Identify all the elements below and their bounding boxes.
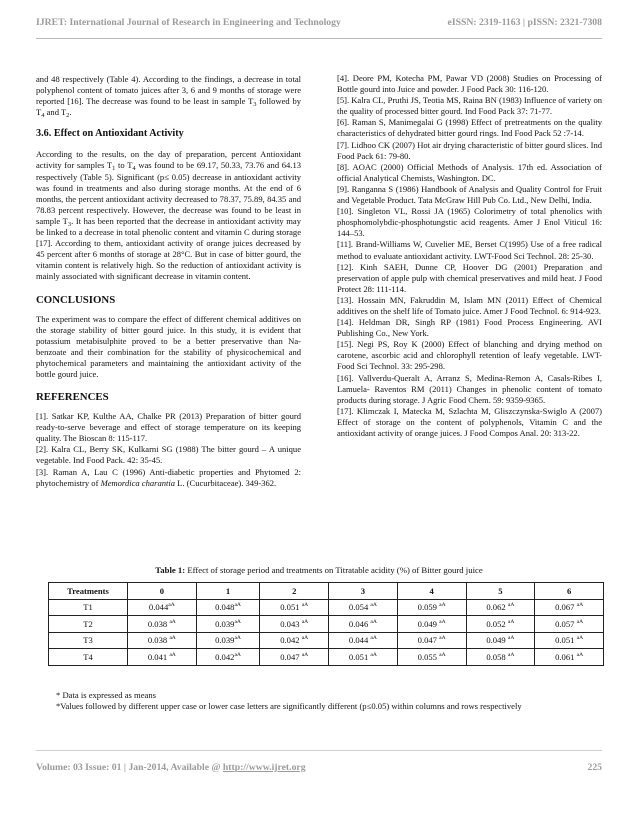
table-cell	[128, 632, 197, 649]
cell-value: 0.057	[555, 618, 577, 629]
table-row	[49, 599, 604, 616]
cell-value: 0.051	[555, 635, 577, 646]
reference-8: [8]. AOAC (2000) Official Methods of Analysis. 17th ed. Association of official Analytical Chemists, Washington. DC.	[337, 161, 602, 183]
table-note-1: * Data is expressed as means	[56, 690, 156, 700]
section-3-6-paragraph	[36, 149, 301, 282]
intro-paragraph	[36, 74, 301, 118]
table-cell	[128, 649, 197, 666]
reference-15: [15]. Negi PS, Roy K (2000) Effect of blanching and drying method on carotene, ascorbic acid and chlorophyll retention of leafy vegetable. LWT- Food Sci Technol. 33: 295-298.	[337, 339, 602, 372]
ref3-text-b: L. (Cucurbitaceae). 349-362.	[175, 477, 277, 488]
table-cell	[466, 632, 535, 649]
table-header-cell: 1	[196, 583, 260, 600]
journal-name: IJRET: International Journal of Research in Engineering and Technology	[36, 17, 341, 28]
cell-superscript: aA	[370, 602, 377, 609]
references-heading: REFERENCES	[36, 391, 109, 404]
cell-superscript: aA	[507, 635, 515, 642]
table-cell	[397, 616, 466, 633]
reference-14: [14]. Heldman DR, Singh RP (1981) Food Process Engineering. AVI Publishing Co., New York.	[337, 317, 602, 339]
cell-superscript: aA	[234, 635, 241, 642]
table-cell	[329, 649, 398, 666]
table-cell	[260, 599, 329, 616]
cell-value: 0.038	[147, 618, 170, 629]
table-row	[49, 649, 604, 666]
intro-sub-c: 2	[66, 112, 70, 120]
table-cell	[397, 649, 466, 666]
cell-value: 0.041	[147, 651, 170, 662]
table-header-cell: 6	[535, 583, 604, 600]
reference-1: [1]. Satkar KP, Kulthe AA, Chalke PR (2013) Preparation of bitter gourd ready-to-serve beverage and effect of storage temperature on its keeping quality. The Bioscan 8: 115-117.	[36, 411, 301, 444]
cell-value: 0.051	[348, 651, 371, 662]
cell-superscript: aA	[169, 651, 176, 658]
cell-value: 0.052	[486, 618, 508, 629]
cell-value: 0.062	[486, 602, 508, 613]
cell-superscript: aA	[301, 651, 309, 658]
cell-superscript: aA	[439, 635, 446, 642]
cell-value: 0.044	[348, 635, 371, 646]
cell-superscript: aA	[168, 602, 175, 609]
footer-prefix: Volume: 03 Issue: 01 | Jan-2014, Available @	[36, 762, 223, 773]
cell-superscript: aA	[576, 651, 584, 658]
cell-superscript: aA	[169, 618, 176, 625]
intro-text-b: followed by T	[36, 96, 301, 118]
cell-value: 0.046	[348, 618, 371, 629]
s36-sub-a: 1	[112, 165, 116, 173]
s36-text-d: . It has been reported that the decrease in antioxidant activity may be linked to a decrease in total phenolic content and vitamin C during storage [17]. According to them, antioxidant activity of orange juices decreased by 45 percent after 6 months of storage at 28°C. But in case of bitter gourd, the vitamin content is relatively high. So the reduction of antioxidant activity is mainly associated with significant decrease in vitamin content.	[36, 215, 301, 282]
footer-volume-info	[36, 762, 306, 773]
table-cell	[329, 632, 398, 649]
cell-superscript: aA	[439, 602, 446, 609]
table-cell	[260, 649, 329, 666]
cell-superscript: aA	[439, 618, 446, 625]
intro-text-d: .	[69, 107, 72, 118]
cell-value: 0.047	[280, 651, 302, 662]
reference-6: [6]. Raman S, Manimegalai G (1998) Effect of pretreatments on the quality characteristics of dehydrated bitter gourd rings. Ind Food Pack 52 :7-14.	[337, 117, 602, 139]
cell-superscript: aA	[507, 651, 515, 658]
page-number: 225	[587, 762, 602, 773]
cell-superscript: aA	[370, 618, 377, 625]
ref3-text-a: [3]. Raman A, Lau C (1996) Anti-diabetic properties and Phytomed 2: phytochemistry of	[36, 466, 301, 488]
titratable-acidity-table	[48, 582, 604, 666]
cell-value: 0.039	[215, 635, 235, 646]
table-row	[49, 632, 604, 649]
table-caption-label: Table 1:	[155, 565, 186, 575]
row-label: T3	[49, 632, 128, 649]
reference-13: [13]. Hossain MN, Fakruddin M, Islam MN (2011) Effect of Chemical additives on the shelf life of Tomato juice. Amer J Food Technol. 6: 914-923.	[337, 294, 602, 316]
table-note-2: *Values followed by different upper case or lower case letters are significantly different (p≤0.05) within columns and rows respectively	[56, 701, 522, 712]
table-cell	[397, 599, 466, 616]
cell-superscript: aA	[576, 618, 584, 625]
cell-value: 0.067	[555, 602, 577, 613]
table-cell	[196, 616, 260, 633]
issn-info: eISSN: 2319-1163 | pISSN: 2321-7308	[447, 17, 602, 28]
intro-text-a: and 48 respectively (Table 4). According to the findings, a decrease in total polyphenol content of tomato juices after 3, 6 and 9 months of storage were reported [16]. The decrease was found to be least in sample T	[36, 74, 301, 107]
s36-text-a: According to the results, on the day of preparation, percent Antioxidant activity for samples T	[36, 149, 301, 171]
cell-superscript: aA	[301, 602, 309, 609]
table-cell	[329, 616, 398, 633]
row-label: T2	[49, 616, 128, 633]
cell-superscript: aA	[234, 602, 241, 609]
table-cell	[535, 599, 604, 616]
cell-superscript: aA	[507, 602, 515, 609]
table-header-cell: 5	[466, 583, 535, 600]
table-header-row	[49, 583, 604, 600]
reference-2: [2]. Kalra CL, Berry SK, Kulkarni SG (1988) The bitter gourd – A unique vegetable. Ind Food Pack. 42: 35-45.	[36, 444, 301, 466]
reference-4: [4]. Deore PM, Kotecha PM, Pawar VD (2008) Studies on Processing of Bottle gourd into Juice and powder. J Food Pack 30: 116-120.	[337, 73, 602, 95]
page-footer	[36, 762, 602, 776]
cell-superscript: aA	[439, 651, 446, 658]
table-header-cell: 0	[128, 583, 197, 600]
cell-superscript: aA	[370, 635, 377, 642]
table-cell	[535, 616, 604, 633]
cell-value: 0.054	[348, 602, 371, 613]
conclusions-heading: CONCLUSIONS	[36, 293, 116, 306]
table-cell	[260, 616, 329, 633]
cell-value: 0.042	[215, 651, 235, 662]
reference-17: [17]. Klimczak I, Matecka M, Szlachta M, Gliszczynska-Swiglo A (2007) Effect of storage on the content of polyphenols, Vitamin C and the antioxidant activity of orange juices. J Food Compos Anal. 20: 313-22.	[337, 405, 602, 438]
table-header-cell: 4	[397, 583, 466, 600]
table-caption-text: Effect of storage period and treatments on Titratable acidity (%) of Bitter gourd juice	[185, 565, 483, 575]
cell-superscript: aA	[301, 635, 309, 642]
reference-3	[36, 467, 301, 489]
right-column	[337, 73, 602, 439]
reference-7: [7]. Lidhoo CK (2007) Hot air drying characteristic of bitter gourd slices. Ind Food Pack 61: 79-80.	[337, 139, 602, 161]
cell-value: 0.044	[148, 602, 169, 613]
cell-superscript: aA	[576, 635, 584, 642]
row-label: T1	[49, 599, 128, 616]
table-header-cell: Treatments	[49, 583, 128, 600]
left-column	[36, 74, 301, 489]
intro-sub-b: 4	[41, 112, 45, 120]
table-cell	[535, 632, 604, 649]
table-cell	[466, 649, 535, 666]
cell-value: 0.061	[555, 651, 577, 662]
cell-value: 0.049	[417, 618, 440, 629]
header-divider	[36, 38, 602, 39]
cell-value: 0.055	[417, 651, 440, 662]
table-cell	[535, 649, 604, 666]
ref3-italic: Memordica charantia	[100, 477, 176, 488]
cell-superscript: aA	[370, 651, 377, 658]
reference-9: [9]. Ranganna S (1986) Handbook of Analysis and Quality Control for Fruit and Vegetable Product. Tata McGraw Hill Pub Co. Ltd., New Delhi, India.	[337, 183, 602, 206]
table-notes	[56, 690, 602, 712]
table-cell	[397, 632, 466, 649]
intro-sub-a: 3	[253, 101, 257, 109]
table-cell	[260, 632, 329, 649]
table-header-cell: 2	[260, 583, 329, 600]
s36-text-b: to T	[115, 160, 133, 171]
table-cell	[329, 599, 398, 616]
s36-sub-b: 4	[132, 165, 136, 173]
cell-superscript: aA	[576, 602, 584, 609]
reference-16: [16]. Vallverdu-Queralt A, Arranz S, Medina-Remon A, Casals-Ribes I, Lamuela- Raventos RM (2011) Changes in phenolic content of tomato products during storage. J Agric Food Chem. 59: 9359-9365.	[337, 372, 602, 405]
cell-value: 0.043	[280, 618, 302, 629]
cell-value: 0.059	[417, 602, 440, 613]
cell-superscript: aA	[234, 618, 241, 625]
cell-value: 0.039	[215, 618, 235, 629]
table-cell	[466, 599, 535, 616]
table-caption	[0, 565, 638, 575]
table-header-cell: 3	[329, 583, 398, 600]
reference-5: [5]. Kalra CL, Pruthi JS, Teotia MS, Raina BN (1983) Influence of variety on the quality of processed bitter gourd. Ind Food Pack 37: 71-77.	[337, 95, 602, 117]
reference-10: [10]. Singleton VL, Rossi JA (1965) Colorimetry of total phenolics with phosphomolybdic-phosphotungstic acid reagents. Amer J Enol Viticul 16: 144–53.	[337, 206, 602, 239]
cell-value: 0.058	[486, 651, 508, 662]
page-header	[36, 17, 602, 31]
intro-text-c: and T	[44, 107, 67, 118]
s36-text-c: was found to be 69.17, 50.33, 73.76 and 64.13 respectively (Table 5). Significant (p≤ 0.05) decrease in antioxidant activity was found in treatments and also during storage months. At the end of 6 months, the percent antioxidant activity decreased to 78.37, 75.89, 84.35 and 78.83 percent respectively. However, the decrease was found to be least in sample T	[36, 160, 301, 226]
cell-superscript: aA	[234, 651, 241, 658]
table-cell	[196, 649, 260, 666]
table-cell	[128, 599, 197, 616]
cell-superscript: aA	[169, 635, 176, 642]
table-cell	[196, 632, 260, 649]
journal-url-link[interactable]: http://www.ijret.org	[222, 762, 306, 773]
cell-value: 0.048	[215, 602, 235, 613]
cell-superscript: aA	[507, 618, 515, 625]
cell-superscript: aA	[301, 618, 309, 625]
cell-value: 0.042	[280, 635, 302, 646]
cell-value: 0.047	[417, 635, 440, 646]
conclusions-paragraph: The experiment was to compare the effect of different chemical additives on the storage stability of bitter gourd juice. In this study, it is evident that potassium metabisulphite proved to be a better preservative than Na-benzoate and their combination for the stability of physicochemical and phytochemical parameters and maintaining the antioxidant activity of the bottle gourd juice.	[36, 313, 301, 379]
row-label: T4	[49, 649, 128, 666]
footer-divider	[36, 750, 602, 751]
reference-12: [12]. Kinh SAEH, Dunne CP, Hoover DG (2001) Preparation and preservation of apple pulp with chemical preservatives and mild heat. J Food Protect 28: 111-114.	[337, 261, 602, 294]
table-cell	[128, 616, 197, 633]
s36-sub-c: 3	[67, 220, 72, 228]
cell-value: 0.049	[486, 635, 508, 646]
reference-11: [11]. Brand-Williams W, Cuvelier ME, Berset C(1995) Use of a free radical method to evaluate antioxidant activity. LWT-Food Sci Technol. 28: 25-30.	[337, 239, 602, 261]
cell-value: 0.051	[280, 602, 302, 613]
table-row	[49, 616, 604, 633]
table-cell	[196, 599, 260, 616]
table-cell	[466, 616, 535, 633]
section-3-6-heading: 3.6. Effect on Antioxidant Activity	[36, 128, 184, 140]
cell-value: 0.038	[147, 635, 170, 646]
